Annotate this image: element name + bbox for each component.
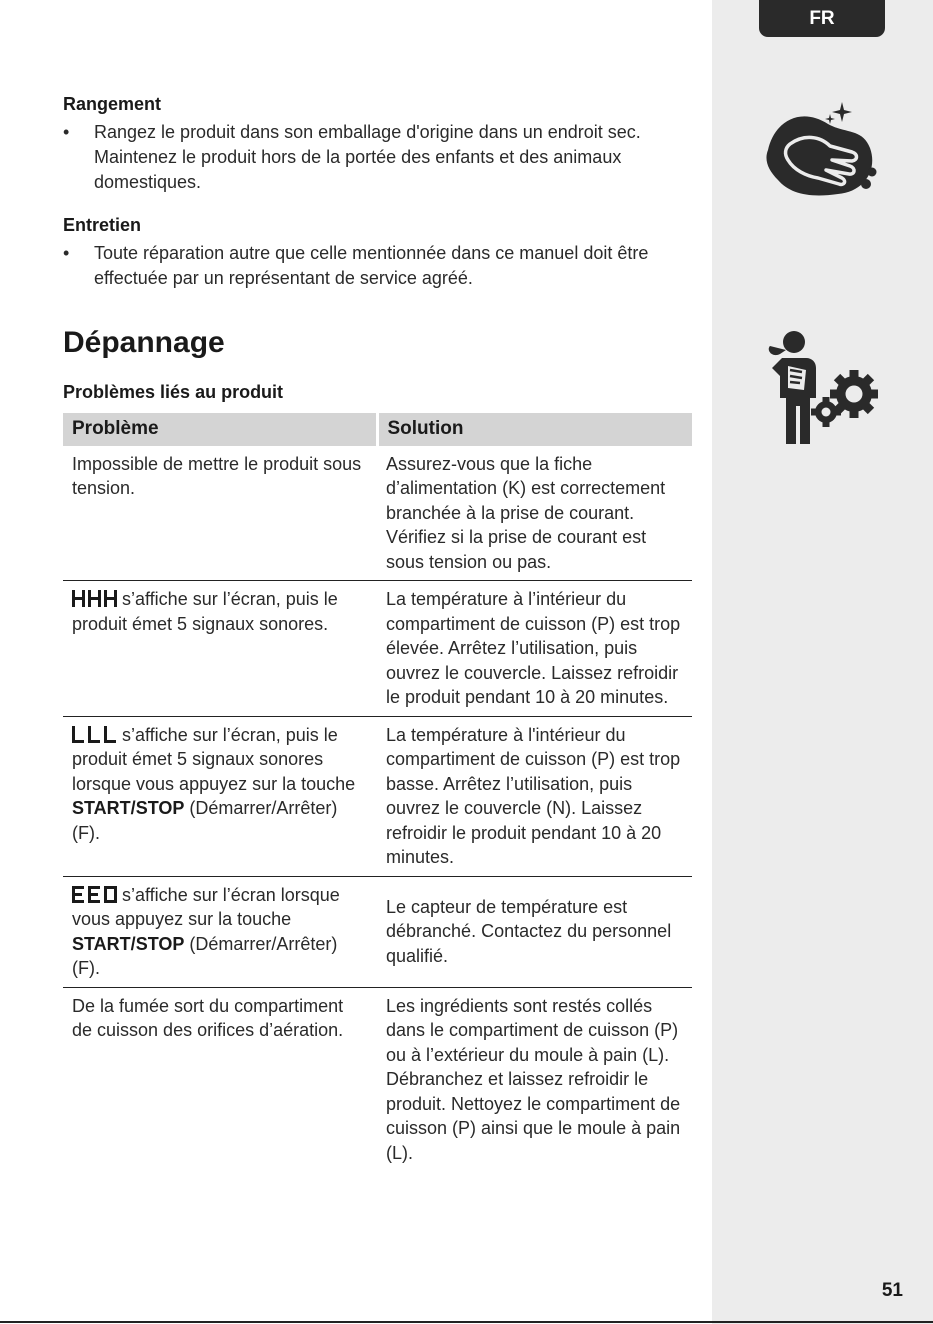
hand-cloth-icon [760,94,882,202]
solution-cell [377,987,692,1171]
key-separator: / [130,933,136,954]
storage-list [63,120,693,195]
person-gears-icon [762,328,880,448]
solution-cell [377,716,692,876]
table-header-row [63,413,692,446]
stop-key: STOP [135,798,185,818]
problem-cell [63,716,377,876]
table-row [63,446,692,581]
table-title: Problèmes liés au produit [63,382,284,402]
start-key: START [72,798,131,818]
solution-cell [377,581,692,717]
problem-text: s’affiche sur l’écran, puis le produit émet 5 signaux sonores. [72,589,338,634]
problem-text: s’affiche sur l’écran, puis le produit émet 5 signaux sonores lorsque vous appuyez sur la touche [72,724,356,794]
header-solution: Solution [377,413,692,446]
table-row [63,581,692,717]
table-row [63,987,692,1171]
maintenance-bullet: • Toute réparation autre que celle mentionnée dans ce manuel doit être effectuée par un représentant de service agréé. [63,241,693,291]
table-row [63,876,692,987]
start-key: START [72,933,131,954]
solution-text: Assurez-vous que la fiche d’alimentation (K) est correctement branchée à la prise de courant. Vérifiez si la prise de courant est sous tension ou pas. [386,453,666,572]
problem-text-end: (Démarrer/Arrêter) (F). [72,798,338,843]
header-problem: Problème [63,413,377,446]
problem-cell [63,876,377,987]
troubleshooting-table [63,413,692,1171]
solution-text: Les ingrédients sont restés collés dans le compartiment de cuisson (P) ou à l’extérieur du moule à pain (L). Débranchez et laissez refroidir le produit. Nettoyez le compartiment de cuisson (P) ainsi que le moule à pain (L). [386,995,681,1163]
problem-cell [63,987,377,1171]
problem-text: Impossible de mettre le produit sous tension. [72,453,362,498]
stop-key: STOP [135,933,185,954]
maintenance-list [63,241,693,291]
language-tab [759,0,885,37]
maintenance-heading: Entretien [63,215,142,235]
solution-cell [377,446,692,581]
solution-cell [377,876,692,987]
problem-cell [63,581,377,717]
problem-text-end: (Démarrer/Arrêter) (F). [72,933,338,978]
page-number: 51 [881,1280,903,1301]
storage-bullet: • Rangez le produit dans son emballage d'origine dans un endroit sec. Maintenez le produit hors de la portée des enfants et des animaux domestiques. [63,120,693,195]
display-code-hhh [72,589,118,608]
storage-heading: Rangement [63,94,162,114]
solution-text: La température à l’intérieur du compartiment de cuisson (P) est trop élevée. Arrêtez l’utilisation, puis ouvrez le couvercle. Laissez refroidir le produit pendant 10 à 20 minutes. [386,589,681,707]
problem-cell [63,446,377,581]
key-separator: / [130,798,136,818]
solution-text: Le capteur de température est débranché. Contactez du personnel qualifié. [386,896,672,966]
main-content [63,92,693,1171]
language-label: FR [809,7,835,29]
table-row [63,716,692,876]
section-title: Dépannage [63,326,225,359]
solution-text: La température à l'intérieur du compartiment de cuisson (P) est trop basse. Arrêtez l’utilisation, puis ouvrez le couvercle (N). Laissez refroidir le produit pendant 10 à 20 minutes. [386,724,681,867]
bottom-rule [0,1321,933,1323]
problem-text: s’affiche sur l’écran lorsque vous appuyez sur la touche [72,884,340,929]
display-code-lll [72,725,118,744]
problem-text: De la fumée sort du compartiment de cuisson des orifices d’aération. [72,995,344,1040]
display-code-ee0 [72,885,118,904]
